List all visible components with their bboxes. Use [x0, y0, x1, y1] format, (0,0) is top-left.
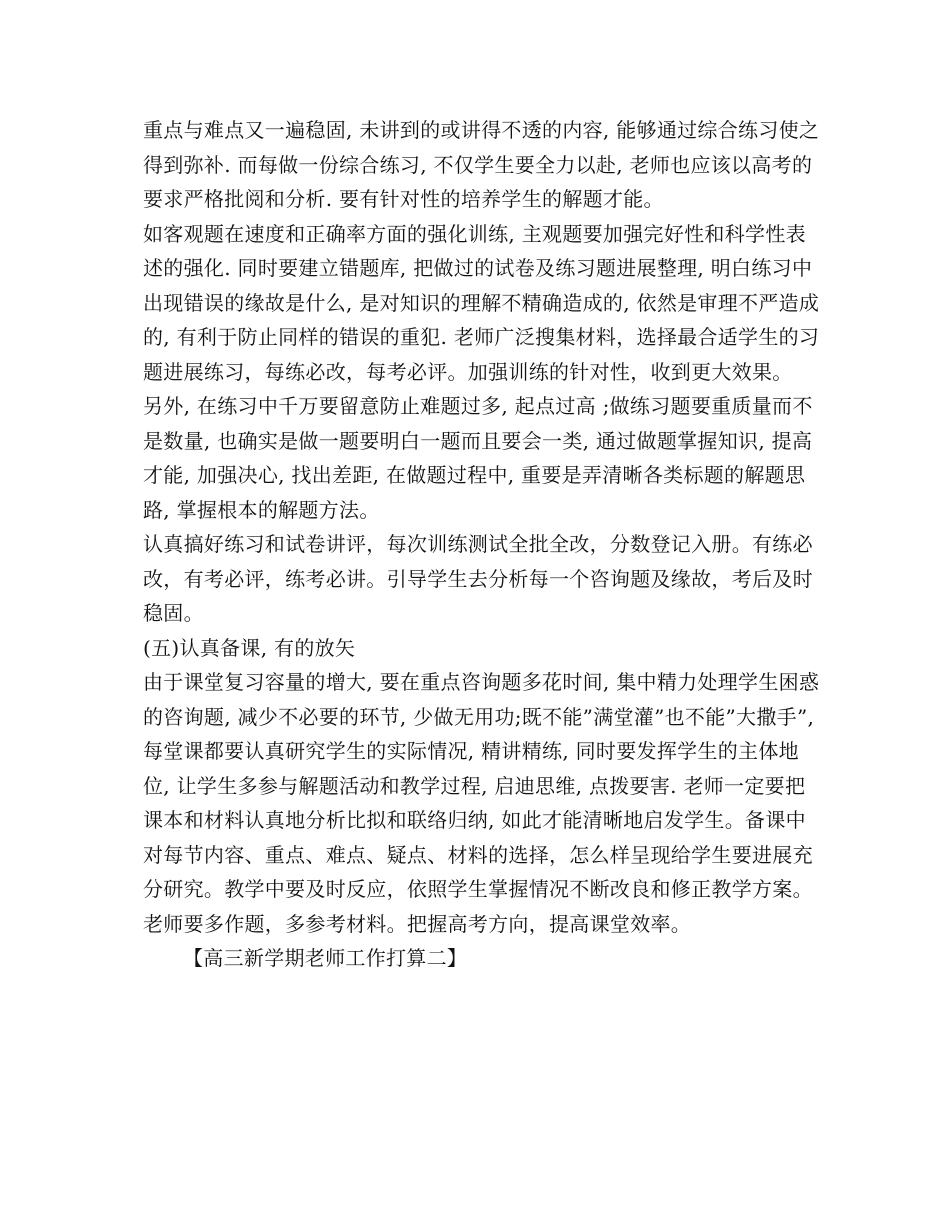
- paragraph-review-exercises: 重点与难点又一遍稳固, 未讲到的或讲得不透的内容, 能够通过综合练习使之得到弥补. 而每做一份综合练习, 不仅学生要全力以赴, 老师也应该以高考的要求严格批阅和分析. 要有针对性的培养学生的解题才能。: [143, 118, 820, 211]
- paragraph-lesson-prep: 由于课堂复习容量的增大, 要在重点咨询题多花时间, 集中精力处理学生困惑的咨询题, 减少不必要的环节, 少做无用功;既不能”满堂灌”也不能”大撒手”, 每堂课都要认真研究学生的实际情况, 精讲精练, 同时要发挥学生的主体地位, 让学生多参与解题活动和教学过程, 启迪思维, 点拨要害. 老师一定要把课本和材料认真地分析比拟和联络归纳, 如此才能清晰地启发学生。备课中对每节内容、重点、难点、疑点、材料的选择，怎么样呈现给学生要进展充分研究。教学中要及时反应，依照学生掌握情况不断改良和修正教学方案。老师要多作题，多参考材料。把握高考方向，提高课堂效率。: [143, 670, 820, 936]
- section-title-plan-two: 【高三新学期老师工作打算二】: [183, 946, 468, 970]
- paragraph-objective-questions: 如客观题在速度和正确率方面的强化训练, 主观题要加强完好性和科学性表述的强化. 同时要建立错题库, 把做过的试卷及练习题进展整理, 明白练习中出现错误的缘故是什么, 是对知识的理解不精确造成的, 依然是审理不严造成的, 有利于防止同样的错误的重犯. 老师广泛搜集材料，选择最合适学生的习题进展练习，每练必改，每考必评。加强训练的针对性，收到更大效果。: [143, 221, 820, 384]
- paragraph-practice-caution: 另外, 在练习中千万要留意防止难题过多, 起点过高 ;做练习题要重质量而不是数量, 也确实是做一题要明白一题而且要会一类, 通过做题掌握知识, 提高才能, 加强决心, 找出差距, 在做题过程中, 重要是弄清晰各类标题的解题思路, 掌握根本的解题方法。: [143, 394, 813, 522]
- heading-section-5: (五)认真备课, 有的放矢: [143, 635, 356, 660]
- document-body: [143, 113, 823, 976]
- paragraph-exam-review: 认真搞好练习和试卷讲评，每次训练测试全批全改，分数登记入册。有练必改，有考必评，练考必讲。引导学生去分析每一个咨询题及缘故，考后及时稳固。: [143, 532, 813, 625]
